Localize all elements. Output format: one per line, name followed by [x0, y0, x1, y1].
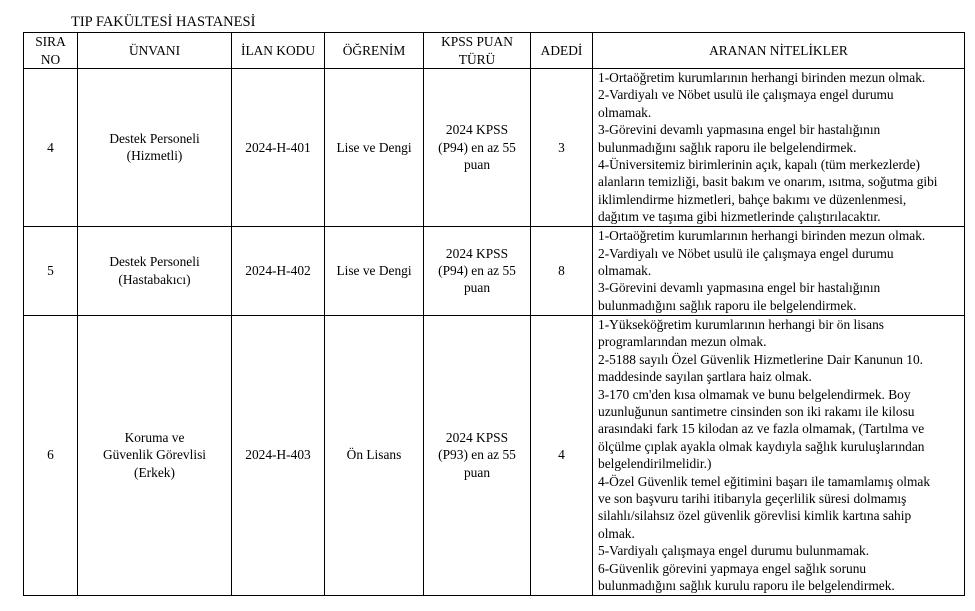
cell-ogrenim: Lise ve Dengi — [325, 69, 424, 227]
document-title: TIP FAKÜLTESİ HASTANESİ — [71, 14, 256, 30]
cell-nitelikler: 1-Yükseköğretim kurumlarının herhangi bir ön lisans programlarından mezun olmak. 2-5188 sayılı Özel Güvenlik Hizmetlerine Dair Kanunun 10. maddesinde sayılan şartlara haiz olmak. 3-170 cm'den kısa olmamak ve bunu belgelendirmek. Boy uzunluğunun santimetre cinsinden son iki rakamı ile kilosu arasındaki fark 15 kilodan az ve fazla olmamak, (Tartılma ve ölçülme çıplak ayakla olmak kaydıyla sağlık kuruluşlarından belgelendirilmelidir.) 4-Özel Güvenlik temel eğitimini başarı ile tamamlamış olmak ve son başvuru tarihi itibarıyla geçerlilik süresi dolmamış silahlı/silahsız özel güvenlik görevlisi kimlik kartına sahip olmak. 5-Vardiyalı çalışmaya engel durumu bulunmamak. 6-Güvenlik görevini yapmaya engel sağlık sorunu bulunmadığını sağlık kurulu raporu ile belgelendirmek. — [593, 315, 965, 595]
positions-table — [23, 32, 965, 596]
header-nitelikler: ARANAN NİTELİKLER — [593, 33, 965, 69]
cell-adedi: 4 — [531, 315, 593, 595]
header-adedi: ADEDİ — [531, 33, 593, 69]
header-kpss: KPSS PUAN TÜRÜ — [424, 33, 531, 69]
table-row — [24, 69, 965, 227]
cell-sira: 5 — [24, 226, 78, 315]
table-row — [24, 226, 965, 315]
header-unvan: ÜNVANI — [78, 33, 232, 69]
header-sira: SIRA NO — [24, 33, 78, 69]
cell-nitelikler: 1-Ortaöğretim kurumlarının herhangi birinden mezun olmak. 2-Vardiyalı ve Nöbet usulü ile çalışmaya engel durumu olmamak. 3-Görevini devamlı yapmasına engel bir hastalığının bulunmadığını sağlık raporu ile belgelendirmek. — [593, 226, 965, 315]
cell-kpss: 2024 KPSS (P94) en az 55 puan — [424, 226, 531, 315]
table-row — [24, 315, 965, 595]
header-ilan-kodu: İLAN KODU — [232, 33, 325, 69]
cell-ogrenim: Lise ve Dengi — [325, 226, 424, 315]
cell-nitelikler: 1-Ortaöğretim kurumlarının herhangi birinden mezun olmak. 2-Vardiyalı ve Nöbet usulü ile çalışmaya engel durumu olmamak. 3-Görevini devamlı yapmasına engel bir hastalığının bulunmadığını sağlık raporu ile belgelendirmek. 4-Üniversitemiz birimlerinin açık, kapalı (tüm merkezlerde) alanların temizliği, basit bakım ve onarım, ısıtma, soğutma gibi iklimlendirme hizmetleri, bahçe bakımı ve düzenlenmesi, dağıtım ve taşıma gibi hizmetlerinde çalıştırılacaktır. — [593, 69, 965, 227]
cell-sira: 6 — [24, 315, 78, 595]
cell-sira: 4 — [24, 69, 78, 227]
cell-unvan: Destek Personeli (Hastabakıcı) — [78, 226, 232, 315]
cell-unvan: Koruma ve Güvenlik Görevlisi (Erkek) — [78, 315, 232, 595]
cell-unvan: Destek Personeli (Hizmetli) — [78, 69, 232, 227]
cell-ogrenim: Ön Lisans — [325, 315, 424, 595]
cell-kpss: 2024 KPSS (P94) en az 55 puan — [424, 69, 531, 227]
cell-ilan-kodu: 2024-H-403 — [232, 315, 325, 595]
header-ogrenim: ÖĞRENİM — [325, 33, 424, 69]
cell-adedi: 3 — [531, 69, 593, 227]
cell-adedi: 8 — [531, 226, 593, 315]
cell-ilan-kodu: 2024-H-402 — [232, 226, 325, 315]
cell-kpss: 2024 KPSS (P93) en az 55 puan — [424, 315, 531, 595]
header-row — [24, 33, 965, 69]
cell-ilan-kodu: 2024-H-401 — [232, 69, 325, 227]
